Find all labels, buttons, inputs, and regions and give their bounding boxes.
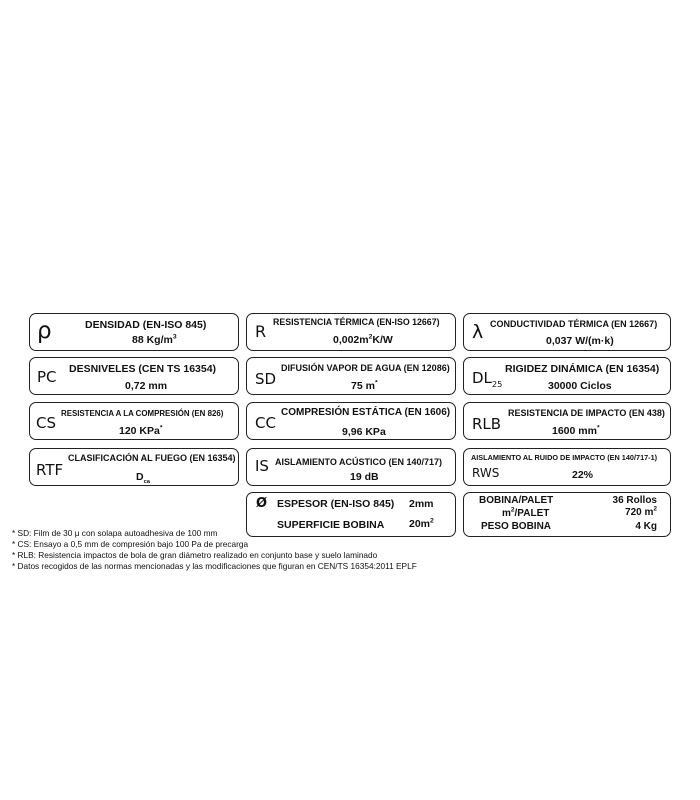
cell-value: 9,96 KPa <box>342 426 386 438</box>
peso-bobina-label: PESO BOBINA <box>481 521 552 532</box>
cell-conductividad <box>463 313 671 351</box>
cell-rigidez <box>463 357 671 395</box>
cell-impacto <box>463 402 671 440</box>
cell-label: DENSIDAD (EN-ISO 845) <box>85 319 207 331</box>
cc-symbol: CC <box>255 414 276 432</box>
espesor-value: 2mm <box>409 498 434 510</box>
rtf-symbol: RTF <box>36 461 64 479</box>
cell-value: 75 m* <box>351 379 378 392</box>
footnote: * Datos recogidos de las normas mencionadas y las modificaciones que figuran en CEN/TS 16354:2011 EPLF <box>12 561 417 571</box>
cell-difusion <box>246 357 456 395</box>
rws-symbol: RWS <box>472 466 500 480</box>
sd-symbol: SD <box>255 370 277 388</box>
dl-symbol: $DL_{25}$ <box>472 369 503 389</box>
cell-value: 88 $Kg/m^3$ <box>132 333 177 346</box>
is-symbol: IS <box>255 457 269 475</box>
cell-fuego <box>29 448 239 486</box>
m2-palet-label: $m^2$/PALET <box>502 506 550 519</box>
cell-compresion-estatica <box>246 402 456 440</box>
rlb-symbol: RLB <box>472 415 502 433</box>
footnote: * CS: Ensayo a 0,5 mm de compresión bajo 100 Pa de precarga <box>12 539 249 549</box>
diameter-symbol: Ø <box>256 496 268 511</box>
superficie-label: SUPERFICIE BOBINA <box>277 519 385 531</box>
cell-label: CLASIFICACIÓN AL FUEGO (EN 16354) <box>68 453 236 463</box>
cell-label: AISLAMIENTO AL RUIDO DE IMPACTO (EN 140/717-1) <box>471 453 658 462</box>
cell-resistencia-termica <box>246 313 456 351</box>
cell-label: RESISTENCIA DE IMPACTO (EN 438) <box>508 408 665 418</box>
cell-value: $0,002m^2K/W$ <box>333 333 393 346</box>
m2-palet-value: 720 $m^2$ <box>625 505 657 518</box>
cell-value: 22% <box>572 469 594 481</box>
cell-value: 30000 Ciclos <box>548 380 612 392</box>
footnote: * RLB: Resistencia impactos de bola de gran diámetro realizado en conjunto base y suelo laminado <box>12 550 378 560</box>
density-symbol: ρ <box>37 318 52 344</box>
espesor-label: ESPESOR (EN-ISO 845) <box>277 498 395 510</box>
cs-symbol: CS <box>36 414 56 432</box>
cell-label: RESISTENCIA A LA COMPRESIÓN (EN 826) <box>61 409 224 418</box>
cell-compresion <box>29 402 239 440</box>
cell-value: 120 KPa* <box>119 424 163 437</box>
footnote: * SD: Film de 30 μ con solapa autoadhesiva de 100 mm <box>12 528 218 538</box>
pc-symbol: PC <box>37 368 57 386</box>
resistance-symbol: R <box>255 322 267 341</box>
cell-logistica <box>463 492 671 537</box>
cell-label: AISLAMIENTO ACÚSTICO (EN 140/717) <box>275 457 443 467</box>
peso-bobina-value: 4 Kg <box>635 521 657 532</box>
superficie-value: $20m^2$ <box>409 517 434 530</box>
cell-value: 0,72 mm <box>125 380 168 392</box>
cell-label: RESISTENCIA TÉRMICA (EN-ISO 12667) <box>273 317 440 327</box>
cell-value: 19 dB <box>350 471 379 483</box>
lambda-symbol: λ <box>472 321 484 343</box>
cell-label: DIFUSIÓN VAPOR DE AGUA (EN 12086) <box>281 363 450 373</box>
cell-densidad <box>29 313 239 351</box>
cell-desniveles <box>29 357 239 395</box>
cell-ruido-impacto <box>463 448 671 486</box>
cell-label: DESNIVELES (CEN TS 16354) <box>69 363 217 375</box>
cell-value: $D_{ca}$ <box>136 471 151 486</box>
cell-label: COMPRESIÓN ESTÁTICA (EN 1606) <box>281 407 451 418</box>
cell-label: CONDUCTIVIDAD TÉRMICA (EN 12667) <box>490 319 658 329</box>
bobina-palet-value: 36 Rollos <box>612 495 657 506</box>
cell-value: 0,037 W/(m·k) <box>546 335 614 347</box>
bobina-palet-label: BOBINA/PALET <box>479 495 554 506</box>
cell-value: 1600 mm* <box>552 424 600 437</box>
cell-aislamiento-acustico <box>246 448 456 486</box>
footnotes <box>12 528 417 572</box>
cell-label: RIGIDEZ DINÁMICA (EN 16354) <box>505 363 660 375</box>
